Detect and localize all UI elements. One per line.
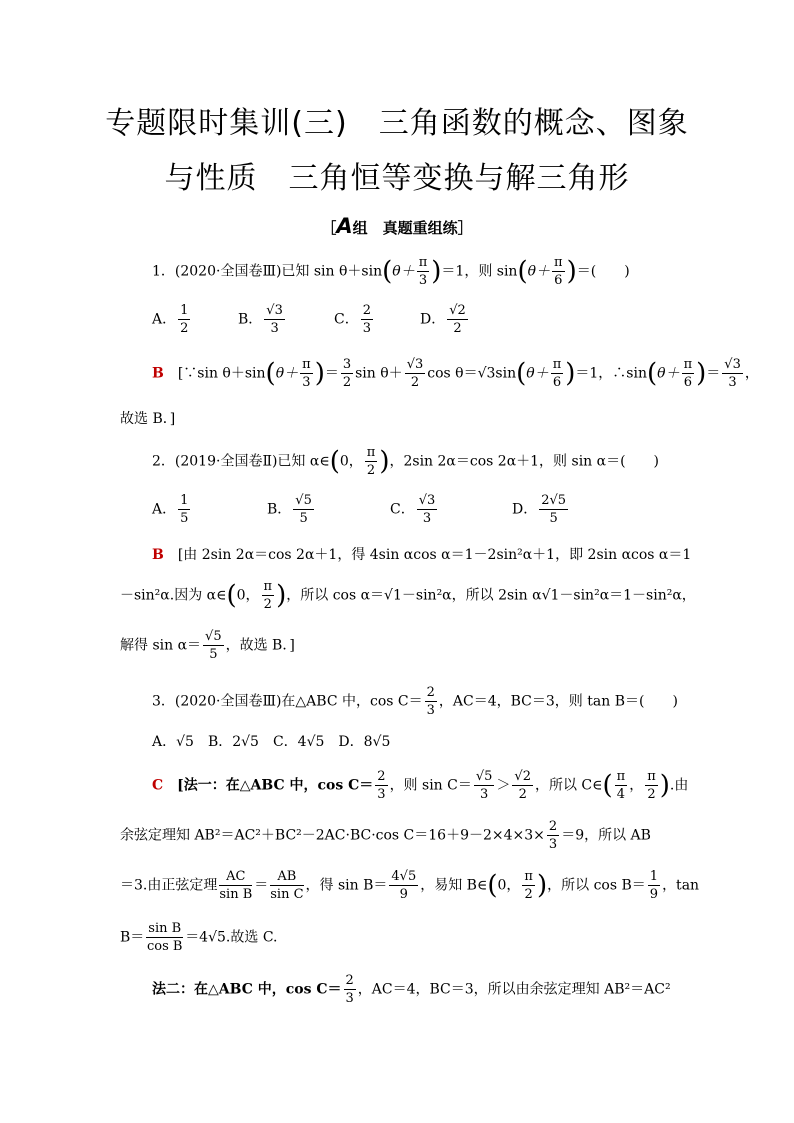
q2-answer: B — [152, 547, 164, 563]
q3-solution-4: B＝ $\frac{\text{sin B}}{\text{cos B}}$ ＝4√5.故选 C. — [120, 921, 278, 954]
fraction: $\frac{\pi}{3}$ — [418, 255, 428, 288]
group-label: 真题重组练 — [382, 219, 458, 237]
q2-stem: 2．(2019·全国卷Ⅱ)已知 α∈(0， $\frac{\pi}{2}$ )，2sin 2α＝cos 2α＋1，则 sin α＝( ) — [152, 445, 660, 478]
fraction: $\frac{\pi}{6}$ — [554, 255, 563, 288]
section-header: ［A组 真题重组练］ — [321, 214, 473, 238]
q3-stem: 3．(2020·全国卷Ⅲ)在△ABC 中，cos C＝ $\frac{2}{3}$ ，AC＝4，BC＝3，则 tan B＝( ) — [152, 685, 678, 718]
q2-options: A． $\frac{1}{5}$ B． $\frac{√5}{5}$ C． $\frac{√3}{3}$ D． $\frac{2√5}{5}$ — [152, 493, 567, 526]
page-title-line1: 专题限时集训(三) 三角函数的概念、图象 — [105, 106, 689, 141]
q1-options: A． $\frac{1}{2}$ B． $\frac{√3}{3}$ C． $\frac{2}{3}$ D． $\frac{√2}{2}$ — [152, 303, 466, 336]
q1-stem: 1．(2020·全国卷Ⅲ)已知 sin θ＋sin(θ＋ $\frac{\pi}{3}$ )＝1，则 sin(θ＋ $\frac{\pi}{6}$ )＝( ) — [152, 255, 630, 288]
q1-answer: B — [152, 365, 164, 382]
q3-solution-3: ＝3.由正弦定理 $\frac{AC}{\text{sin B}}$ ＝ $\frac{AB}{\text{sin C}}$ ，得 sin B＝ $\frac{4√5}{9}$ ，易知 B∈(0， $\frac{\pi}{2}$ )，所以 cos B＝ $\frac{1}{9}$ ，tan — [120, 869, 700, 902]
page-title-line2: 与性质 三角恒等变换与解三角形 — [164, 161, 630, 196]
q2-solution-1: B [由 2sin 2α＝cos 2α＋1，得 4sin αcos α＝1－2sin²α＋1，即 2sin αcos α＝1 — [152, 547, 692, 563]
q1-solution-end: 故选 B．] — [120, 411, 176, 427]
q3-answer: C — [152, 777, 164, 794]
q3-solution-1: C [法一：在△ABC 中，cos C＝ $\frac{2}{3}$ ，则 sin C＝ $\frac{√5}{3}$ ＞ $\frac{√2}{2}$ ，所以 C∈( $\frac{\pi}{4}$ ， $\frac{\pi}{2}$ ).由 — [152, 769, 689, 802]
q2-solution-3: 解得 sin α＝ $\frac{√5}{5}$ ，故选 B．] — [120, 629, 295, 662]
group-letter: A — [336, 214, 353, 238]
group-word: 组 — [352, 219, 368, 237]
q2-solution-2: －sin²α.因为 α∈(0， $\frac{\pi}{2}$ )，所以 cos α＝√1－sin²α，所以 2sin α√1－sin²α＝1－sin²α， — [120, 579, 696, 612]
q3-options: A．√5 B．2√5 C．4√5 D．8√5 — [152, 734, 391, 750]
q3-solution-2: 余弦定理知 AB²＝AC²＋BC²－2AC·BC·cos C＝16＋9－2×4×3× $\frac{2}{3}$ ＝9，所以 AB — [120, 819, 651, 852]
q3-solution-5: 法二：在△ABC 中，cos C＝ $\frac{2}{3}$ ，AC＝4，BC＝3，所以由余弦定理知 AB²＝AC² — [152, 973, 671, 1006]
q1-solution: B [∵sin θ＋sin(θ＋ $\frac{\pi}{3}$ )＝ $\frac{3}{2}$ sin θ＋ $\frac{√3}{2}$ cos θ＝√3sin(θ＋ $\frac{\pi}{6}$ )＝1，∴sin(θ＋ $\frac{\pi}{6}$ )＝ $\frac{√3}{3}$ ， — [152, 357, 759, 390]
